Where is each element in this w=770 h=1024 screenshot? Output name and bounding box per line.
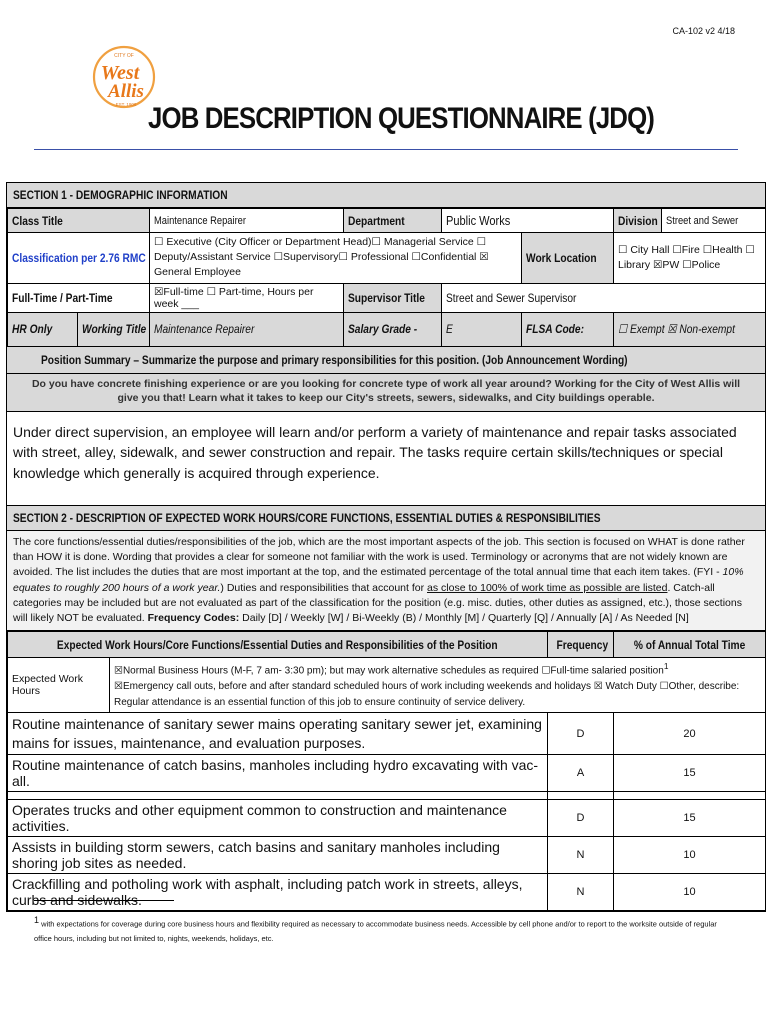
spacer-row (8, 792, 766, 800)
work-location-options[interactable]: ☐ City Hall ☐Fire ☐Health ☐ Library ☒PW ☐Police (614, 233, 766, 284)
task-row (8, 837, 766, 874)
position-summary (7, 347, 765, 506)
position-summary-body: Under direct supervision, an employee will learn and/or perform a variety of maintenance and repair tasks associated with street, alley, sidewalk, and sewer construction and repair. The tasks require certain skills/techniques or special knowledge which generally is acquired through experience. (13, 424, 737, 481)
salary-grade-label: Salary Grade - (344, 312, 442, 346)
footnote-divider (34, 900, 174, 901)
task-percent: 20 (614, 713, 766, 755)
work-location-label: Work Location (522, 233, 614, 284)
task-row (8, 800, 766, 837)
flsa-options[interactable]: ☐ Exempt ☒ Non-exempt (614, 312, 766, 346)
section1-header: SECTION 1 - DEMOGRAPHIC INFORMATION (7, 183, 765, 208)
task-description: Routine maintenance of sanitary sewer mains operating sanitary sewer jet, examining mains for issues, maintenance, and evaluation purposes. (8, 713, 548, 755)
task-frequency: N (548, 837, 614, 874)
demographic-table (7, 208, 766, 347)
task-row (8, 755, 766, 792)
task-description: Routine maintenance of catch basins, manholes including hydro excavating with vac-all. (8, 755, 548, 792)
duties-table (7, 631, 766, 911)
task-percent: 10 (614, 874, 766, 911)
col-header-percent: % of Annual Total Time (614, 632, 766, 658)
task-frequency: D (548, 800, 614, 837)
section2-intro: The core functions/essential duties/responsibilities of the job, which are the most important aspects of the job. This section is focused on WHAT is done rather than HOW it is done. Wording that provides a clear for someone not familiar with the work is used. Terminology or acronyms that are not widely known are avoided. The list includes the duties that are most important at the top, and the estimated percentage of the total annual time that each item takes. (FYI - 10% equates to roughly 200 hours of a work year.) Duties and responsibilities that account for as close to 100% of work time as possible are listed. Catch-all categories may be included but are not evaluated as part of the classification for the position (e.g. misc. duties, other duties as assigned, etc.), those sections will likely NOT be evaluated. Frequency Codes: Daily [D] / Weekly [W] / Bi-Weekly (B) / Monthly [M] / Quarterly [Q] / Annually [A] / As Needed [N] (7, 531, 765, 631)
task-description: Assists in building storm sewers, catch basins and sanitary manholes including shoring job sites as needed. (8, 837, 548, 874)
expected-hours-options[interactable]: ☒Normal Business Hours (M-F, 7 am- 3:30 pm); but may work alternative schedules as required ☐Full-time salaried position$^1$ ☒Emergency call outs, before and after standard scheduled hours of work including weekends and holidays ☒ Watch Duty ☐Other, describe: Regular attendance is an essential function of this job to ensure continuity of service delivery. (110, 658, 766, 713)
page-title: JOB DESCRIPTION QUESTIONNAIRE (JDQ) (148, 102, 655, 135)
logo-est: EST. 1906 (115, 102, 137, 107)
position-summary-title: Position Summary – Summarize the purpose and primary responsibilities for this position. (Job Announcement Wording) (7, 347, 765, 374)
task-description: Operates trucks and other equipment common to construction and maintenance activities. (8, 800, 548, 837)
task-frequency: A (548, 755, 614, 792)
working-title-label: Working Title (78, 312, 150, 346)
task-percent: 15 (614, 755, 766, 792)
working-title-value: Maintenance Repairer (150, 312, 344, 346)
expected-hours-label: Expected Work Hours (8, 658, 110, 713)
title-divider (34, 149, 738, 150)
task-frequency: N (548, 874, 614, 911)
task-row (8, 874, 766, 911)
salary-grade-value: E (442, 312, 522, 346)
department-label: Department (344, 209, 442, 233)
footnote: $^1$ with expectations for coverage during core business hours and flexibility required as necessary to accommodate business needs. Accessible by cell phone and/or to report to the worksite outside of regular office hours, including but not limited to, nights, weekends, holidays, etc. (34, 915, 717, 943)
flsa-label: FLSA Code: (522, 312, 614, 346)
logo-allis: Allis (108, 81, 144, 102)
hr-only-label: HR Only (8, 312, 78, 346)
fulltime-options[interactable]: ☒Full-time ☐ Part-time, Hours per week ___ (150, 283, 344, 312)
task-percent: 15 (614, 800, 766, 837)
logo-city-of: CITY OF (114, 53, 134, 59)
section2-header: SECTION 2 - DESCRIPTION OF EXPECTED WORK HOURS/CORE FUNCTIONS, ESSENTIAL DUTIES & RESPONSIBILITIES (7, 506, 765, 531)
fulltime-label: Full-Time / Part-Time (8, 283, 150, 312)
classification-label: Classification per 2.76 RMC (8, 233, 150, 284)
supervisor-label: Supervisor Title (344, 283, 442, 312)
city-logo (86, 37, 156, 127)
supervisor-value: Street and Sewer Supervisor (442, 283, 766, 312)
task-frequency: D (548, 713, 614, 755)
task-percent: 10 (614, 837, 766, 874)
class-title-value: Maintenance Repairer (150, 209, 344, 233)
col-header-frequency: Frequency (548, 632, 614, 658)
division-label: Division (614, 209, 662, 233)
logo-west: West (100, 62, 140, 84)
department-value: Public Works (442, 209, 614, 233)
col-header-main: Expected Work Hours/Core Functions/Essential Duties and Responsibilities of the Position (8, 632, 548, 658)
announcement-wording: Do you have concrete finishing experience or are you looking for concrete type of work all year around? Working for the City of West Allis will give you that! Learn what it takes to keep our City's streets, sewers, sidewalks, and City buildings operable. (7, 374, 765, 412)
task-row (8, 713, 766, 755)
class-title-label: Class Title (8, 209, 150, 233)
task-description: Crackfilling and potholing work with asphalt, including patch work in streets, alleys, curbs and sidewalks. (8, 874, 548, 911)
form-code: CA-102 v2 4/18 (672, 26, 735, 36)
division-value: Street and Sewer (662, 209, 766, 233)
classification-options[interactable]: ☐ Executive (City Officer or Department Head)☐ Managerial Service ☐ Deputy/Assistant Service ☐Supervisory☐ Professional ☐Confidential ☒ General Employee (150, 233, 522, 284)
form-sheet (6, 182, 766, 912)
